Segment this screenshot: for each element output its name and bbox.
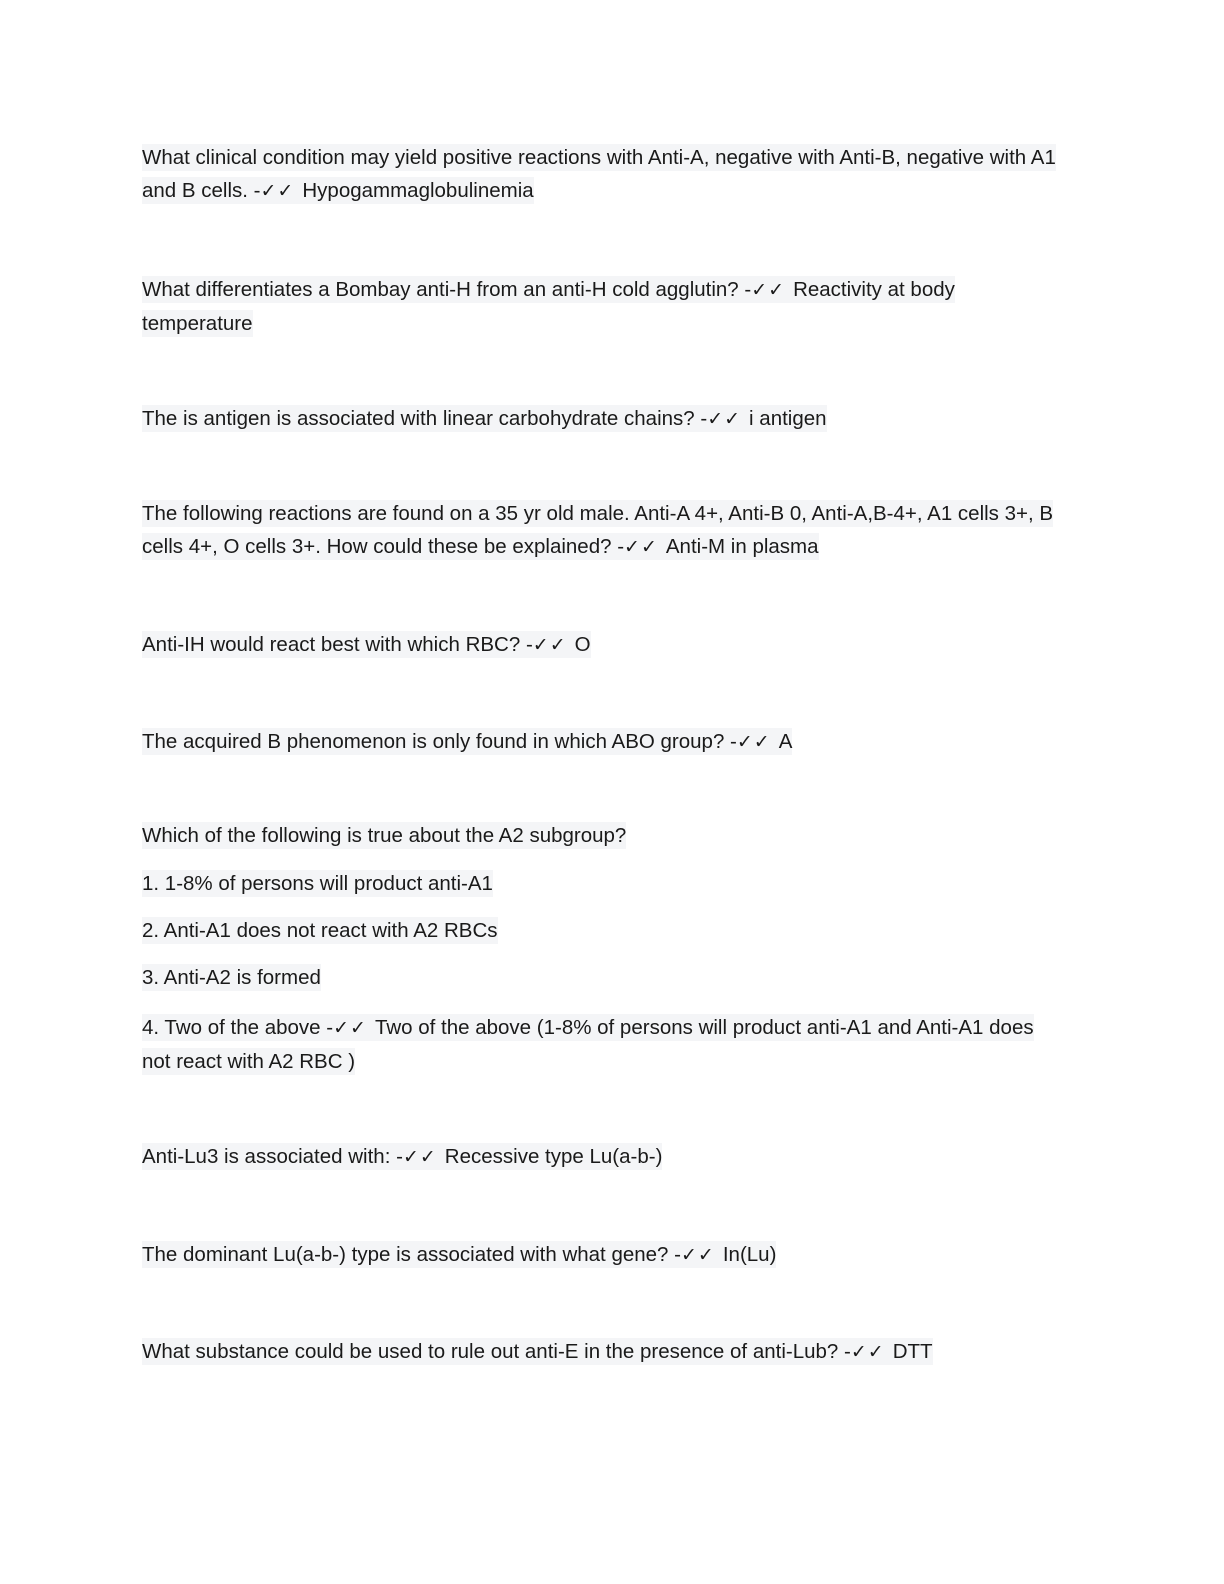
separator: - (668, 1243, 681, 1266)
question-text: Anti-IH would react best with which RBC? (142, 633, 521, 656)
answer-text: O (574, 633, 591, 656)
double-check-icon: ✓✓ (707, 408, 742, 430)
question-text: What differentiates a Bombay anti-H from an anti-H cold agglutin? (142, 278, 739, 301)
answer-text: Hypogammaglobulinemia (302, 179, 534, 202)
double-check-icon: ✓✓ (532, 634, 567, 656)
option-text: 2. Anti-A1 does not react with A2 RBCs (142, 919, 498, 942)
qa-item-2 (142, 273, 1062, 340)
separator: - (390, 1145, 403, 1168)
answer-text: Two of the above (1-8% of persons will product anti-A1 and Anti-A1 does not react with A2 RBC ) (142, 1016, 1034, 1073)
option-text: 1. 1-8% of persons will product anti-A1 (142, 872, 493, 895)
separator: - (520, 633, 533, 656)
double-check-icon: ✓✓ (850, 1341, 885, 1363)
question-text: The dominant Lu(a-b-) type is associated with what gene? (142, 1243, 669, 1266)
question-text: The is antigen is associated with linear carbohydrate chains? (142, 407, 695, 430)
multi-option-3 (142, 961, 321, 994)
double-check-icon: ✓✓ (736, 731, 771, 753)
answer-text: DTT (892, 1340, 933, 1363)
qa-item-5 (142, 628, 1062, 662)
separator: - (724, 730, 737, 753)
qa-item-6 (142, 725, 1062, 759)
qa-item-10 (142, 1335, 1062, 1369)
double-check-icon: ✓✓ (260, 180, 295, 202)
answer-text: Recessive type Lu(a-b-) (444, 1145, 663, 1168)
multi-option-2 (142, 914, 498, 947)
qa-item-4 (142, 497, 1062, 564)
multi-option-1 (142, 867, 493, 900)
multi-question-stem (142, 819, 626, 852)
double-check-icon: ✓✓ (681, 1244, 715, 1266)
multi-option-4 (142, 1011, 1062, 1078)
option-text: 4. Two of the above (142, 1016, 321, 1039)
question-text: Anti-Lu3 is associated with: (142, 1145, 391, 1168)
answer-text: Anti-M in plasma (665, 535, 819, 558)
separator: - (247, 179, 261, 202)
double-check-icon: ✓✓ (624, 536, 658, 558)
option-text: 3. Anti-A2 is formed (142, 966, 321, 989)
question-text: What substance could be used to rule out anti-E in the presence of anti-Lub? (142, 1340, 839, 1363)
separator: - (694, 407, 708, 430)
double-check-icon: ✓✓ (402, 1146, 437, 1168)
answer-text: i antigen (749, 407, 827, 430)
qa-item-3 (142, 402, 1062, 436)
double-check-icon: ✓✓ (333, 1017, 367, 1039)
separator: - (611, 535, 625, 558)
qa-item-9 (142, 1238, 1062, 1272)
qa-item-1 (142, 141, 1062, 208)
question-text: The acquired B phenomenon is only found in which ABO group? (142, 730, 725, 753)
separator: - (738, 278, 752, 301)
double-check-icon: ✓✓ (751, 279, 786, 301)
answer-text: Reactivity at body temperature (142, 278, 955, 335)
question-text: What clinical condition may yield positive reactions with Anti-A, negative with Anti-B, negative with A1 and B cells. (142, 146, 1056, 202)
answer-text: A (778, 730, 793, 753)
question-text: The following reactions are found on a 35 yr old male. Anti-A 4+, Anti-B 0, Anti-A,B-4+, A1 cells 3+, B cells 4+, O cells 3+. How could these be explained? (142, 502, 1054, 558)
stem-text: Which of the following is true about the A2 subgroup? (142, 824, 627, 847)
qa-item-8 (142, 1140, 1062, 1174)
answer-text: In(Lu) (722, 1243, 777, 1266)
separator: - (838, 1340, 851, 1363)
separator: - (320, 1016, 334, 1039)
